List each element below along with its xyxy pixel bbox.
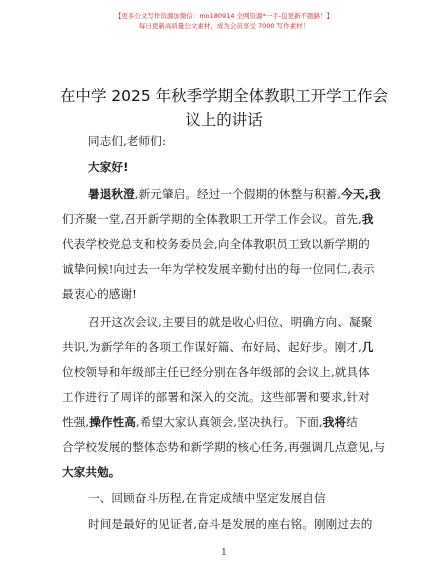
page-number: 1 (221, 548, 227, 558)
promo-banner-line-2: 每日更新高质量公文素材，成为会员享受 7000 写作素材！ (138, 22, 310, 30)
paragraph-1-line-4: 诚挚问候!向过去一年为学校发展辛勤付出的每一位同仁,表示 (62, 262, 375, 276)
salutation: 同志们,老师们: (88, 134, 166, 148)
paragraph-2-line-5: 性强,操作性高,希望大家认真领会,坚决执行。下面,我将结 (62, 415, 358, 429)
section-heading-1: 一、回顾奋斗历程,在肯定成绩中坚定发展自信 (88, 491, 326, 505)
paragraph-1-line-3: 代表学校党总支和校务委员会,向全体教职员工致以新学期的 (62, 237, 370, 251)
document-title-line-1: 在中学 2025 年秋季学期全体教职工开学工作会 (59, 87, 389, 105)
paragraph-2-line-2: 共识,为新学年的各项工作谋好篇、布好局、起好步。刚才,几 (62, 340, 374, 354)
paragraph-2-line-7: 大家共勉。 (62, 465, 121, 479)
paragraph-1-line-1: 暑退秋澄,新元肇启。经过一个假期的休整与积蓄,今天,我 (88, 187, 381, 201)
paragraph-1-line-2: 们齐聚一堂,召开新学期的全体教职工开学工作会议。首先,我 (62, 212, 374, 226)
paragraph-2-line-3: 位校领导和年级部主任已经分别在各年级部的会议上,就具体 (62, 365, 370, 379)
promo-banner-line-1: 【更多公文写作资源加微信：mo180914 全网资源*一手-包更新不跑路！】 (114, 12, 334, 20)
document-title-line-2: 议上的讲话 (185, 111, 263, 129)
greeting: 大家好! (88, 160, 129, 174)
paragraph-2-line-6: 合学校发展的整体态势和新学期的核心任务,再强调几点意见,与 (62, 440, 386, 454)
paragraph-3-line-1: 时间是最好的见证者,奋斗是发展的座右铭。刚刚过去的 (88, 517, 373, 531)
paragraph-2-line-4: 工作进行了周详的部署和深入的交流。这些部署和要求,针对 (62, 390, 370, 404)
paragraph-2-line-1: 召开这次会议,主要目的就是收心归位、明确方向、凝聚 (88, 315, 373, 329)
paragraph-1-line-5: 最衷心的感谢! (62, 287, 137, 301)
